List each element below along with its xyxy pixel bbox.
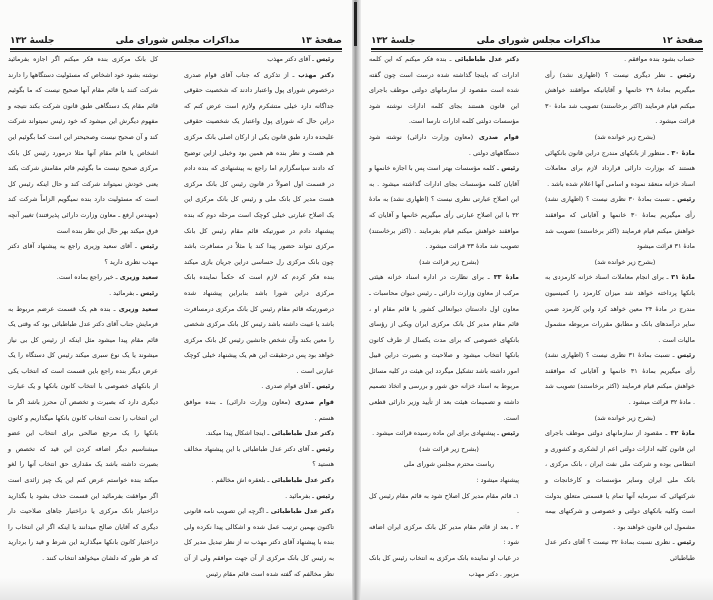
paragraph-text: (بشرح زیر قرائت شد)	[419, 257, 479, 266]
paragraph-text: ۱ـ قائم مقام مدیر کل اصلاح شود به قائم مقام رئیس کل .	[369, 491, 519, 516]
paragraph-text: در غیاب او نماینده بانک مرکزی به انتخاب رئیس کل بانک مزبور . دکتر مهذب	[369, 554, 519, 578]
paragraph-text: (بشرح زیر خوانده شد)	[594, 132, 656, 141]
paragraph-text: پیشنهاد میشود :	[476, 476, 519, 485]
speaker-name: مادهٔ ۳۰	[669, 148, 695, 157]
paragraph-text: ـ مقصود از سازمانهای دولتی موظف باجرای این قانون کلیه ادارات دولتی اعم از لشکری و کشوری و انتظامی بوده و شرکت ملی نفت ایران ، بانک مرکزی ، بانک ملی ایران وسایر مؤسسات و کارخانجات و شرکتهائی که سرمایه آنها تمام یا قسمتی متعلق بدولت است وکلیه بانکهای دولتی و خصوصی و شرکتهای بیمه مشمول این قانون خواهند بود .	[545, 429, 695, 531]
speaker-name: رئیس	[499, 429, 519, 438]
speaker-name: قوام صدری	[473, 132, 519, 141]
paragraph	[369, 442, 529, 458]
paragraph-text: ـ بنده هم یک قسمت عرضم مربوط به فرمایش جناب آقای دکتر عدل طباطبائی بود که وقتی یک قائم مقام پیدا میشود مثل اینکه از رئیس کل بی نیاز میشوند یا یک نوع سبری میکند رئیس کل دستگاه را یک عرض دیگر بنده راجع باین قسمت است که انتخاب یکی از بانکهای خصوصی با انتخاب کانون بانکها و یک عبارت دیگری دارد که بصیرت و تخصص آن محرز باشد اگر ما این انتخاب را تحت انتخاب کانون بانکها میگذاریم و کانون بانکها را یک مرجع صالحی برای انتخاب این عضو میشناسیم دیگر اضافه کردن این قید که تخصص و بصیرت داشته باشد یک مقداری حق انتخاب آنها را لغو میکند بنده خواستم عرض کنم این یک چیز زائدی است اگر موافقت بفرمائید این قسمت حذف بشود یا بگذارید دراختیار بانک مرکزی یا دراختیار جاهای صلاحیت دار دیگری که آقایان صالح میدانند یا اینکه اگر این انتخاب را دراختیار کانون بانکها میگذارید این شرط و قید را بردارید که هر طور که دلشان میخواهد انتخاب کنند .	[8, 304, 158, 562]
paragraph	[369, 473, 529, 489]
paragraph	[184, 379, 344, 395]
header-rule	[371, 48, 703, 50]
paragraph	[369, 52, 529, 130]
paragraph-text: ـ برای نظارت در اداره اسناد خزانه هیئتی مرکب از معاون وزارت دارائی ـ رئیس دیوان محاسبات ـ معاون اول دادستان دیوانعالی کشور یا قائم مقام او ، قائم مقام مدیر کل بانک مرکزی ایران ویکی از رؤسای بانکهای خصوصی که برای مدت یکسال از طرف کانون بانکها انتخاب میشود و صلاحیت و بصیرت دراین قبیل امور داشته باشد تشکیل میگردد این هیئت در کلیه مسائل مربوط به اسناد خزانه حق شور و بررسی و اتخاذ تصمیم داشته و تصمیمات هیئت بعد از تأیید وزیر دارائی قطعی است.	[369, 273, 519, 422]
paragraph	[545, 348, 705, 410]
right-page-column-right	[545, 52, 705, 567]
speaker-name: دکتر عدل طباطبائی	[269, 429, 334, 438]
paragraph-text: ـ اینجا اشکال پیدا میکند.	[205, 429, 270, 438]
paragraph	[8, 239, 168, 270]
paragraph	[369, 255, 529, 271]
speaker-name: سعید وزیری	[117, 273, 158, 282]
paragraph-text: (بشرح زیر خوانده شد)	[594, 413, 656, 422]
paragraph-text: ـ نظر دیگری نیست ؟ (اظهاری نشد) رأی میگیریم بمادهٔ ۲۹ خانمها و آقایانیکه موافقند خواهش میکنم قیام فرمایند (اکثر برخاستند) تصویب شد مادهٔ ۳۰ قرائت میشود .	[545, 70, 695, 126]
paragraph-text: (معاون وزارت دارائی) نوشته شود دستگاههای دولتی .	[369, 132, 519, 157]
speaker-name: رئیس	[314, 491, 334, 500]
paragraph	[184, 68, 344, 380]
paragraph	[369, 130, 529, 161]
paragraph-text: ـ پیشنهادی برای این ماده رسیده قرائت میشود .	[372, 429, 500, 438]
speaker-name: قوام صدری	[290, 398, 334, 407]
paragraph	[369, 270, 529, 426]
paragraph	[545, 52, 705, 68]
paragraph	[545, 130, 705, 146]
header-rule	[10, 48, 342, 50]
left-page-column-left	[8, 52, 168, 567]
left-page-title: مذاکرات مجلس شورای ملی	[115, 36, 240, 46]
paragraph-text: ـ آقای دکتر مهذب	[267, 55, 315, 63]
paragraph-text: ـ برای انجام معاملات اسناد خزانه کارمزدی به بانکها پرداخته خواهد شد میزان کارمزد را کمیسیون مندرج در مادهٔ ۲۴ معین خواهد کرد واین کارمزد ضمن سایر درآمدهای بانک و مطابق مقررات مربوطه مشمول مالیات است .	[545, 273, 696, 344]
right-page-header	[371, 32, 703, 46]
right-page-column-left	[369, 52, 529, 582]
paragraph	[545, 270, 705, 348]
right-session-number: جلسهٔ ۱۳۲	[371, 36, 416, 46]
speaker-name: رئیس	[672, 70, 695, 79]
paragraph	[545, 146, 705, 193]
scan-shadow	[361, 578, 713, 600]
paragraph	[369, 457, 529, 473]
left-page	[0, 0, 352, 600]
paragraph-text: ـ بلعقره اش مخالفم .	[211, 476, 270, 485]
speaker-name: سعید وزیری	[115, 304, 158, 313]
paragraph	[369, 489, 529, 520]
paragraph-text: ـ آقای سعید وزیری راجع به پیشنهاد آقای دکتر مهذب نظری دارید ؟	[8, 242, 158, 266]
paragraph-text: (بشرح زیر خوانده شد)	[594, 257, 656, 266]
paragraph-text: ـ از تذکری که جناب آقای قوام صدری درخصوص شورای پول واعتبار دادند که شخصیت حقوقی جداگانه دارد خیلی متشکرم ولازم است عرض کنم که دراین حال که شورای پول واعتبار یک شخصیت حقوقی علیحده دارد طبق قانون یکی از ارکان اصلی بانک مرکزی هم هست و نظر بنده هم همین بود وخیلی ازاین توضیح که دادند سپاسگزارم اما راجع به پیشنهادی که بنده دادم در قسمت اول اصولاً در قانون رئیس کل بانک مرکزی هست مدیر کل بانک ملی و رئیس کل بانک مرکزی این یک اصلاح عبارتی خیلی کوچک است مرحله دوم که بنده پیشنهاد دادم در صورتیکه قائم مقام رئیس کل بانک مرکزی نتواند حضور پیدا کند یا مثلاً در مسافرت باشد چون بانک مرکزی رل حساسی دراین جریان بازی میکند بنده فکر کردم که لازم است که حکماً نماینده بانک مرکزی دراین شورا باشد بنابراین پیشنهاد شده درصورتیکه قائم مقام رئیس کل بانک مرکزی درمسافرت باشد یا غیبت داشته باشد رئیس کل بانک مرکزی شخصی را معین بکند وآن شخص جانشین رئیس کل بانک مرکزی خواهد بود پس درحقیقت این هم یک پیشنهاد خیلی کوچک عبارتی است .	[184, 70, 334, 375]
paragraph	[184, 426, 344, 442]
paragraph	[184, 473, 344, 489]
paragraph-text: ـ آقای دکتر عدل طباطبائی با این پیشنهاد مخالف هستید ؟	[184, 444, 334, 469]
paragraph	[184, 442, 344, 473]
paragraph	[545, 426, 705, 535]
paragraph-text: ـ نسبت بمادهٔ ۳۰ نظری نیست ؟ (اظهاری نشد) رأی میگیریم بمادهٔ ۳۰ خانمها و آقایانی که موافقند خواهش میکنم قیام فرمایند (اکثر برخاستند) تصویب شد مادهٔ ۳۱ قرائت میشود	[545, 195, 695, 251]
paragraph-text: (بشرح زیر قرائت شد)	[419, 444, 479, 453]
speaker-name: رئیس	[138, 288, 158, 297]
paragraph-text: حساب بشود بنده موافقم .	[624, 55, 695, 63]
left-page-column-right	[184, 52, 344, 582]
paragraph-text: ـ بفرمائید .	[109, 288, 139, 297]
speaker-name: رئیس	[674, 351, 696, 360]
paragraph	[8, 270, 168, 286]
paragraph	[545, 68, 705, 130]
speaker-name: رئیس	[314, 55, 334, 63]
paragraph-text: ـ نسبت بمادهٔ ۳۱ نظری نیست ؟ (اظهاری نشد) رأی میگیریم بمادهٔ ۳۱ خانمها و آقایانی که موافقند خواهش میکنم قیام فرمایند (اکثر برخاستند) تصویب شد . مادهٔ ۳۲ قرائت میشود .	[545, 351, 695, 407]
paragraph	[545, 192, 705, 254]
right-page-title: مذاکرات مجلس شورای ملی	[476, 36, 601, 46]
speaker-name: دکتر عدل طباطبائی	[269, 476, 334, 485]
speaker-name: دکتر عدل طباطبائی	[451, 55, 520, 63]
paragraph-text: ـ نظری نسبت بمادهٔ ۳۲ نیست ؟ آقای دکتر عدل طباطبائی	[545, 538, 695, 562]
speaker-name: مادهٔ ۳۱	[668, 273, 696, 282]
paragraph	[184, 504, 344, 582]
paragraph	[369, 426, 529, 442]
paragraph-text: ـ اگرچه این تصویب نامه قانونی تاکنون بهمین ترتیب عمل شده و اشکالی پیدا نکرده ولی بنده با پیشنهاد آقای دکتر مهذب نه از نظر تبدیل مدیر کل به رئیس کل بانک مرکزی از آن جهت موافقم ولی از آن نظر مخالفم که گفته شده است قائم مقام رئیس	[184, 507, 334, 578]
right-page-number: صفحهٔ ۱۲	[661, 36, 703, 46]
paragraph-text: ـ آقای قوام صدری .	[261, 382, 315, 391]
scan-shadow	[0, 578, 352, 600]
paragraph	[184, 489, 344, 505]
speaker-name: رئیس	[674, 195, 696, 204]
paragraph	[369, 520, 529, 551]
paragraph	[545, 535, 705, 566]
paragraph	[545, 255, 705, 271]
paragraph-text: ۲ ـ بعد از قائم مقام مدیر کل بانک مرکزی ایران اضافه شود :	[369, 522, 519, 547]
paragraph-text: (معاون وزارت دارائی) ـ بنده موافق هستم .	[184, 398, 334, 422]
paragraph-text: ـ خیر راجع بماده است.	[56, 273, 118, 282]
speaker-name: دکتر عدل طباطبائی	[268, 507, 335, 516]
speaker-name: رئیس	[313, 444, 334, 453]
speaker-name: رئیس	[136, 242, 158, 251]
left-page-header	[10, 32, 342, 46]
paragraph-text: ـ منظور از بانکهای مندرج دراین قانون بانکهائی هستند که بوزارت دارائی قرارداد لازم برای معاملات اسناد خزانه منعقد نموده و اسامی آنها اعلام شده باشد .	[545, 148, 695, 188]
right-page	[361, 0, 713, 600]
paragraph	[184, 395, 344, 426]
paragraph	[545, 411, 705, 427]
paragraph-text: ـ کلمه مؤسسات بهتر است پس با اجازه خانمها و آقایان کلمه مؤسسات بجای ادارات گذاشته میشود . به این اصلاح عبارتی نظری نیست ؟ (اظهاری نشد) به مادهٔ ۳۲ با این اصلاح عبارتی رأی میگیریم خانمها و آقایان که موافقند خواهش میکنم قیام بفرمایند . (اکثر برخاستند) تصویب شد مادهٔ ۳۳ قرائت میشود .	[369, 164, 519, 251]
paragraph	[8, 52, 168, 239]
paragraph	[369, 161, 529, 255]
speaker-name: مادهٔ ۳۲	[667, 429, 695, 438]
speaker-name: مادهٔ ۳۳	[489, 273, 519, 282]
left-page-number: صفحهٔ ۱۳	[300, 36, 342, 46]
paragraph	[184, 52, 344, 68]
speaker-name: رئیس	[674, 538, 696, 547]
speaker-name: رئیس	[314, 382, 334, 391]
binding-mark	[354, 2, 357, 46]
paragraph-text: ریاست محترم مجلس شورای ملی	[403, 460, 495, 469]
paragraph-text: ـ بفرمائید .	[285, 491, 315, 500]
paragraph	[8, 286, 168, 302]
paragraph-text: کل بانک مرکزی بنده فکر میکنم اگر اجازه بفرمائید نوشته بشود خود اشخاص که مسئولیت دستگاهها را دارند شرکت کنند یا قائم مقام آنها صحیح نیست که ما بگوئیم قائم مقام یک دستگاهی طبق قانون شرکت بکند نتیجه و مفهوم دیگرش این میشود که خود رئیس نمیتواند شرکت کند و آن صحیح نیست وصحیحتر این است کما بگوئیم این اشخاص یا قائم مقام آنها مثلا درمورد رئیس کل بانک مرکزی صحیح نیست ما بگوئیم قائم مقامش شرکت بکند یعنی خودش نمیتواند شرکت کند و حال اینکه رئیس کل است که مسئولیت دارد بنده نمیگویم الزاماً شرکت کند (مهندس ارفع ـ معاون وزارت دارائی پذیرفتند) تغییر آنچه فرق میکند بهر حال این نظر بنده است	[8, 55, 158, 235]
speaker-name: رئیس	[498, 164, 520, 173]
paragraph	[8, 302, 168, 567]
left-session-number: جلسهٔ ۱۳۲	[10, 36, 55, 46]
book-gutter	[352, 0, 361, 600]
speaker-name: دکتر مهذب	[294, 70, 334, 79]
paragraph-text: ـ بنده فکر میکنم که این کلمه ادارات که باینجا گذاشته شده درست است چون گفته شده است مقصود از سازمانهای دولتی موظف باجرای این قانون هستند بجای کلمه ادارات نوشته شود مؤسسات دولتی کلمه ادارات نارسا است.	[369, 55, 519, 126]
